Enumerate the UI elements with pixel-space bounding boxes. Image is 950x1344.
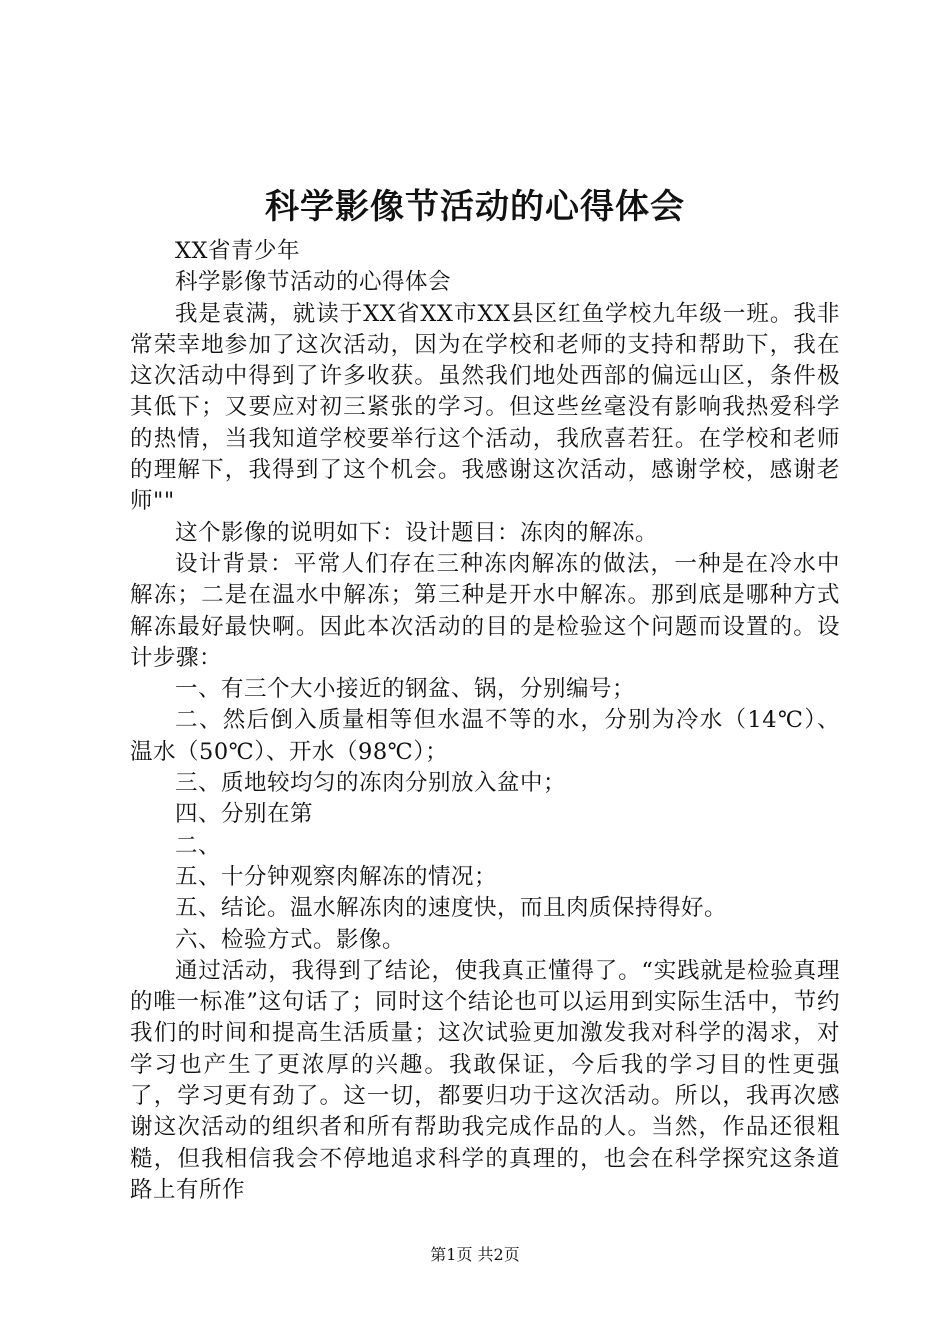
paragraph: 科学影像节活动的心得体会	[175, 269, 452, 296]
step-item: 五、结论。温水解冻肉的速度快，而且肉质保持得好。	[175, 895, 728, 922]
page-footer: 第1页 共2页	[430, 1245, 520, 1264]
document-title: 科学影像节活动的心得体会	[265, 187, 685, 227]
step-item: 二、然后倒入质量相等但水温不等的水，分别为冷水（14℃）、温水（50℃）、开水（98℃）；	[130, 707, 840, 765]
step-item: 六、检验方式。影像。	[175, 926, 406, 953]
paragraph: 我是袁满，就读于XX省XX市XX县区红鱼学校九年级一班。我非常荣幸地参加了这次活动，因为在学校和老师的支持和帮助下，我在这次活动中得到了许多收获。虽然我们地处西部的偏远山区，条件极其低下；又要应对初三紧张的学习。但这些丝毫没有影响我热爱科学的热情，当我知道学校要举行这个活动，我欣喜若狂。在学校和老师的理解下，我得到了这个机会。我感谢这次活动，感谢学校，感谢老师""	[130, 300, 840, 515]
step-item: 二、	[175, 832, 222, 859]
step-item: 三、质地较均匀的冻肉分别放入盆中；	[175, 770, 567, 797]
paragraph: XX省青少年	[175, 238, 301, 264]
step-item: 五、十分钟观察肉解冻的情况；	[175, 863, 498, 890]
step-item: 一、有三个大小接近的钢盆、锅，分别编号；	[175, 676, 636, 703]
document-body	[130, 236, 840, 1206]
paragraph: 通过活动，我得到了结论，使我真正懂得了。“实践就是检验真理的唯一标准”这句话了；同时这个结论也可以运用到实际生活中，节约我们的时间和提高生活质量；这次试验更加激发我对科学的渴求，对学习也产生了更浓厚的兴趣。我敢保证，今后我的学习目的性更强了，学习更有劲了。这一切，都要归功于这次活动。所以，我再次感谢这次活动的组织者和所有帮助我完成作品的人。当然，作品还很粗糙，但我相信我会不停地追求科学的真理的，也会在科学探究这条道路上有所作	[130, 957, 840, 1203]
paragraph: 设计背景：平常人们存在三种冻肉解冻的做法，一种是在冷水中解冻；二是在温水中解冻；第三种是开水中解冻。那到底是哪种方式解冻最好最快啊。因此本次活动的目的是检验这个问题而设置的。设计步骤：	[130, 550, 840, 671]
step-item: 四、分别在第	[175, 801, 314, 828]
paragraph: 这个影像的说明如下：设计题目：冻肉的解冻。	[175, 519, 659, 546]
